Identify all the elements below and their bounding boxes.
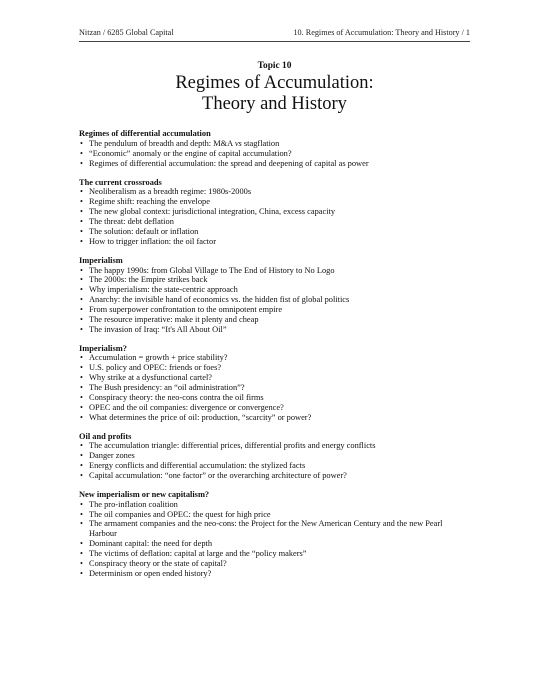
- bullet-icon: •: [80, 451, 83, 461]
- item-text: The victims of deflation: capital at large and the “policy makers”: [89, 549, 307, 558]
- list-item: [79, 285, 470, 295]
- bullet-icon: •: [80, 304, 83, 314]
- item-text: Danger zones: [89, 451, 135, 461]
- bullet-icon: •: [80, 216, 83, 226]
- bullet-icon: •: [80, 402, 83, 412]
- list-item: [79, 451, 470, 461]
- item-text: stagflation: [241, 138, 280, 148]
- bullet-icon: •: [80, 187, 83, 197]
- bullet-icon: •: [80, 275, 83, 285]
- bullet-icon: •: [80, 509, 83, 519]
- bullet-icon: •: [80, 207, 83, 217]
- list-item: [79, 197, 470, 207]
- list-item: [79, 500, 470, 510]
- item-text: OPEC and the oil companies: divergence or convergence?: [89, 402, 284, 412]
- bullet-icon: •: [80, 314, 83, 324]
- item-text: The pendulum of breadth and depth: M&A: [89, 138, 235, 148]
- bullet-icon: •: [80, 138, 83, 148]
- list-item: [79, 227, 470, 237]
- list-item: [79, 413, 470, 423]
- item-text: Dominant capital: the need for depth: [89, 539, 213, 549]
- outline-section: [79, 490, 470, 579]
- list-item: [79, 237, 470, 247]
- bullet-icon: •: [80, 197, 83, 207]
- bullet-list: [79, 187, 470, 246]
- item-text: Conspiracy theory: the neo-cons contra the oil firms: [89, 392, 264, 402]
- list-item: [79, 441, 470, 451]
- item-text: The accumulation triangle: differential prices, differential profits and energy conflicts: [89, 441, 376, 451]
- bullet-icon: •: [80, 353, 83, 363]
- bullet-icon: •: [80, 295, 83, 305]
- list-item: [79, 363, 470, 373]
- page-title: [79, 73, 470, 114]
- outline-body: [79, 129, 470, 588]
- bullet-icon: •: [80, 441, 83, 451]
- list-item: [79, 373, 470, 383]
- bullet-icon: •: [80, 499, 83, 509]
- bullet-icon: •: [80, 568, 83, 578]
- running-header: [79, 28, 470, 37]
- item-text: The invasion of Iraq: “It's All About Oil”: [89, 324, 227, 334]
- topic-label: Topic 10: [257, 61, 292, 71]
- list-item: [79, 295, 470, 305]
- item-text: The oil companies and OPEC: the quest for high price: [89, 509, 271, 519]
- list-item: [79, 549, 470, 559]
- list-item: [79, 353, 470, 363]
- list-item: [79, 266, 470, 276]
- item-text: The armament companies and the neo-cons: the Project for the New American Century and the new Pearl Harbour: [89, 519, 443, 539]
- list-item: [79, 559, 470, 569]
- title-line-1: Regimes of Accumulation:: [175, 73, 374, 93]
- bullet-icon: •: [80, 285, 83, 295]
- list-item: [79, 275, 470, 285]
- bullet-list: [79, 441, 470, 480]
- item-text: Accumulation = growth + price stability?: [89, 353, 228, 363]
- list-item: [79, 471, 470, 481]
- outline-section: [79, 432, 470, 481]
- bullet-icon: •: [80, 549, 83, 558]
- item-text: Energy conflicts and differential accumulation: the stylized facts: [89, 461, 306, 471]
- bullet-icon: •: [80, 470, 83, 480]
- item-text: Regime shift: reaching the envelope: [89, 197, 210, 207]
- bullet-icon: •: [80, 519, 83, 529]
- bullet-icon: •: [80, 148, 83, 158]
- list-item: [79, 393, 470, 403]
- item-text: The Bush presidency: an “oil administration”?: [89, 382, 245, 392]
- header-divider: [79, 41, 470, 42]
- item-text: The happy 1990s: from Global Village to The End of History to No Logo: [89, 265, 335, 275]
- list-item: [79, 207, 470, 217]
- bullet-icon: •: [80, 412, 83, 422]
- section-heading: Oil and profits: [79, 431, 132, 441]
- bullet-icon: •: [80, 363, 83, 373]
- item-text: Determinism or open ended history?: [89, 568, 212, 578]
- item-text: The threat: debt deflation: [89, 216, 174, 226]
- bullet-list: [79, 266, 470, 335]
- item-text: Neoliberalism as a breadth regime: 1980s-2000s: [89, 187, 252, 197]
- item-text: The solution: default or inflation: [89, 226, 199, 236]
- bullet-icon: •: [80, 539, 83, 549]
- list-item: [79, 315, 470, 325]
- bullet-icon: •: [80, 558, 83, 568]
- item-text: Capital accumulation: “one factor” or the overarching architecture of power?: [89, 470, 347, 480]
- list-item: [79, 139, 470, 149]
- list-item: [79, 159, 470, 169]
- item-text: The new global context: jurisdictional integration, China, excess capacity: [89, 207, 336, 217]
- header-topic-page: 10. Regimes of Accumulation: Theory and History / 1: [293, 28, 470, 37]
- item-text-italic: vs: [234, 138, 242, 148]
- bullet-icon: •: [80, 392, 83, 402]
- list-item: [79, 149, 470, 159]
- item-text: The pro-inflation coalition: [89, 499, 178, 509]
- outline-section: [79, 178, 470, 247]
- bullet-icon: •: [80, 236, 83, 246]
- item-text: The 2000s: the Empire strikes back: [89, 275, 208, 285]
- bullet-icon: •: [80, 324, 83, 334]
- item-text: Why strike at a dysfunctional cartel?: [89, 373, 213, 383]
- item-text: From superpower confrontation to the omnipotent empire: [89, 304, 283, 314]
- item-text: “Economic” anomaly or the engine of capital accumulation?: [89, 148, 292, 158]
- bullet-list: [79, 139, 470, 169]
- section-heading: Regimes of differential accumulation: [79, 129, 211, 138]
- list-item: [79, 461, 470, 471]
- bullet-list: [79, 353, 470, 422]
- section-heading: The current crossroads: [79, 177, 162, 187]
- item-text: Anarchy: the invisible hand of economics vs. the hidden fist of global politics: [89, 295, 350, 305]
- outline-section: [79, 344, 470, 423]
- item-text: Regimes of differential accumulation: the spread and deepening of capital as power: [89, 158, 369, 168]
- list-item: [79, 187, 470, 197]
- bullet-icon: •: [80, 373, 83, 383]
- outline-section: [79, 256, 470, 335]
- section-heading: Imperialism?: [79, 343, 127, 353]
- item-text: The resource imperative: make it plenty and cheap: [89, 314, 259, 324]
- bullet-icon: •: [80, 382, 83, 392]
- outline-section: [79, 129, 470, 168]
- bullet-icon: •: [80, 226, 83, 236]
- list-item: [79, 217, 470, 227]
- bullet-icon: •: [80, 158, 83, 168]
- list-item: [79, 519, 470, 539]
- list-item: [79, 403, 470, 413]
- bullet-icon: •: [80, 461, 83, 471]
- bullet-icon: •: [80, 265, 83, 275]
- item-text: What determines the price of oil: production, “scarcity” or power?: [89, 412, 312, 422]
- list-item: [79, 383, 470, 393]
- item-text: U.S. policy and OPEC: friends or foes?: [89, 363, 222, 373]
- list-item: [79, 569, 470, 579]
- list-item: [79, 325, 470, 335]
- header-course: Nitzan / 6285 Global Capital: [79, 28, 174, 37]
- section-heading: New imperialism or new capitalism?: [79, 489, 210, 499]
- title-line-2: Theory and History: [202, 93, 347, 114]
- bullet-list: [79, 500, 470, 579]
- section-heading: Imperialism: [79, 255, 123, 265]
- item-text: How to trigger inflation: the oil factor: [89, 236, 216, 246]
- item-text: Why imperialism: the state-centric approach: [89, 285, 238, 295]
- item-text: Conspiracy theory or the state of capital?: [89, 558, 227, 568]
- list-item: [79, 305, 470, 315]
- list-item: [79, 510, 470, 520]
- list-item: [79, 539, 470, 549]
